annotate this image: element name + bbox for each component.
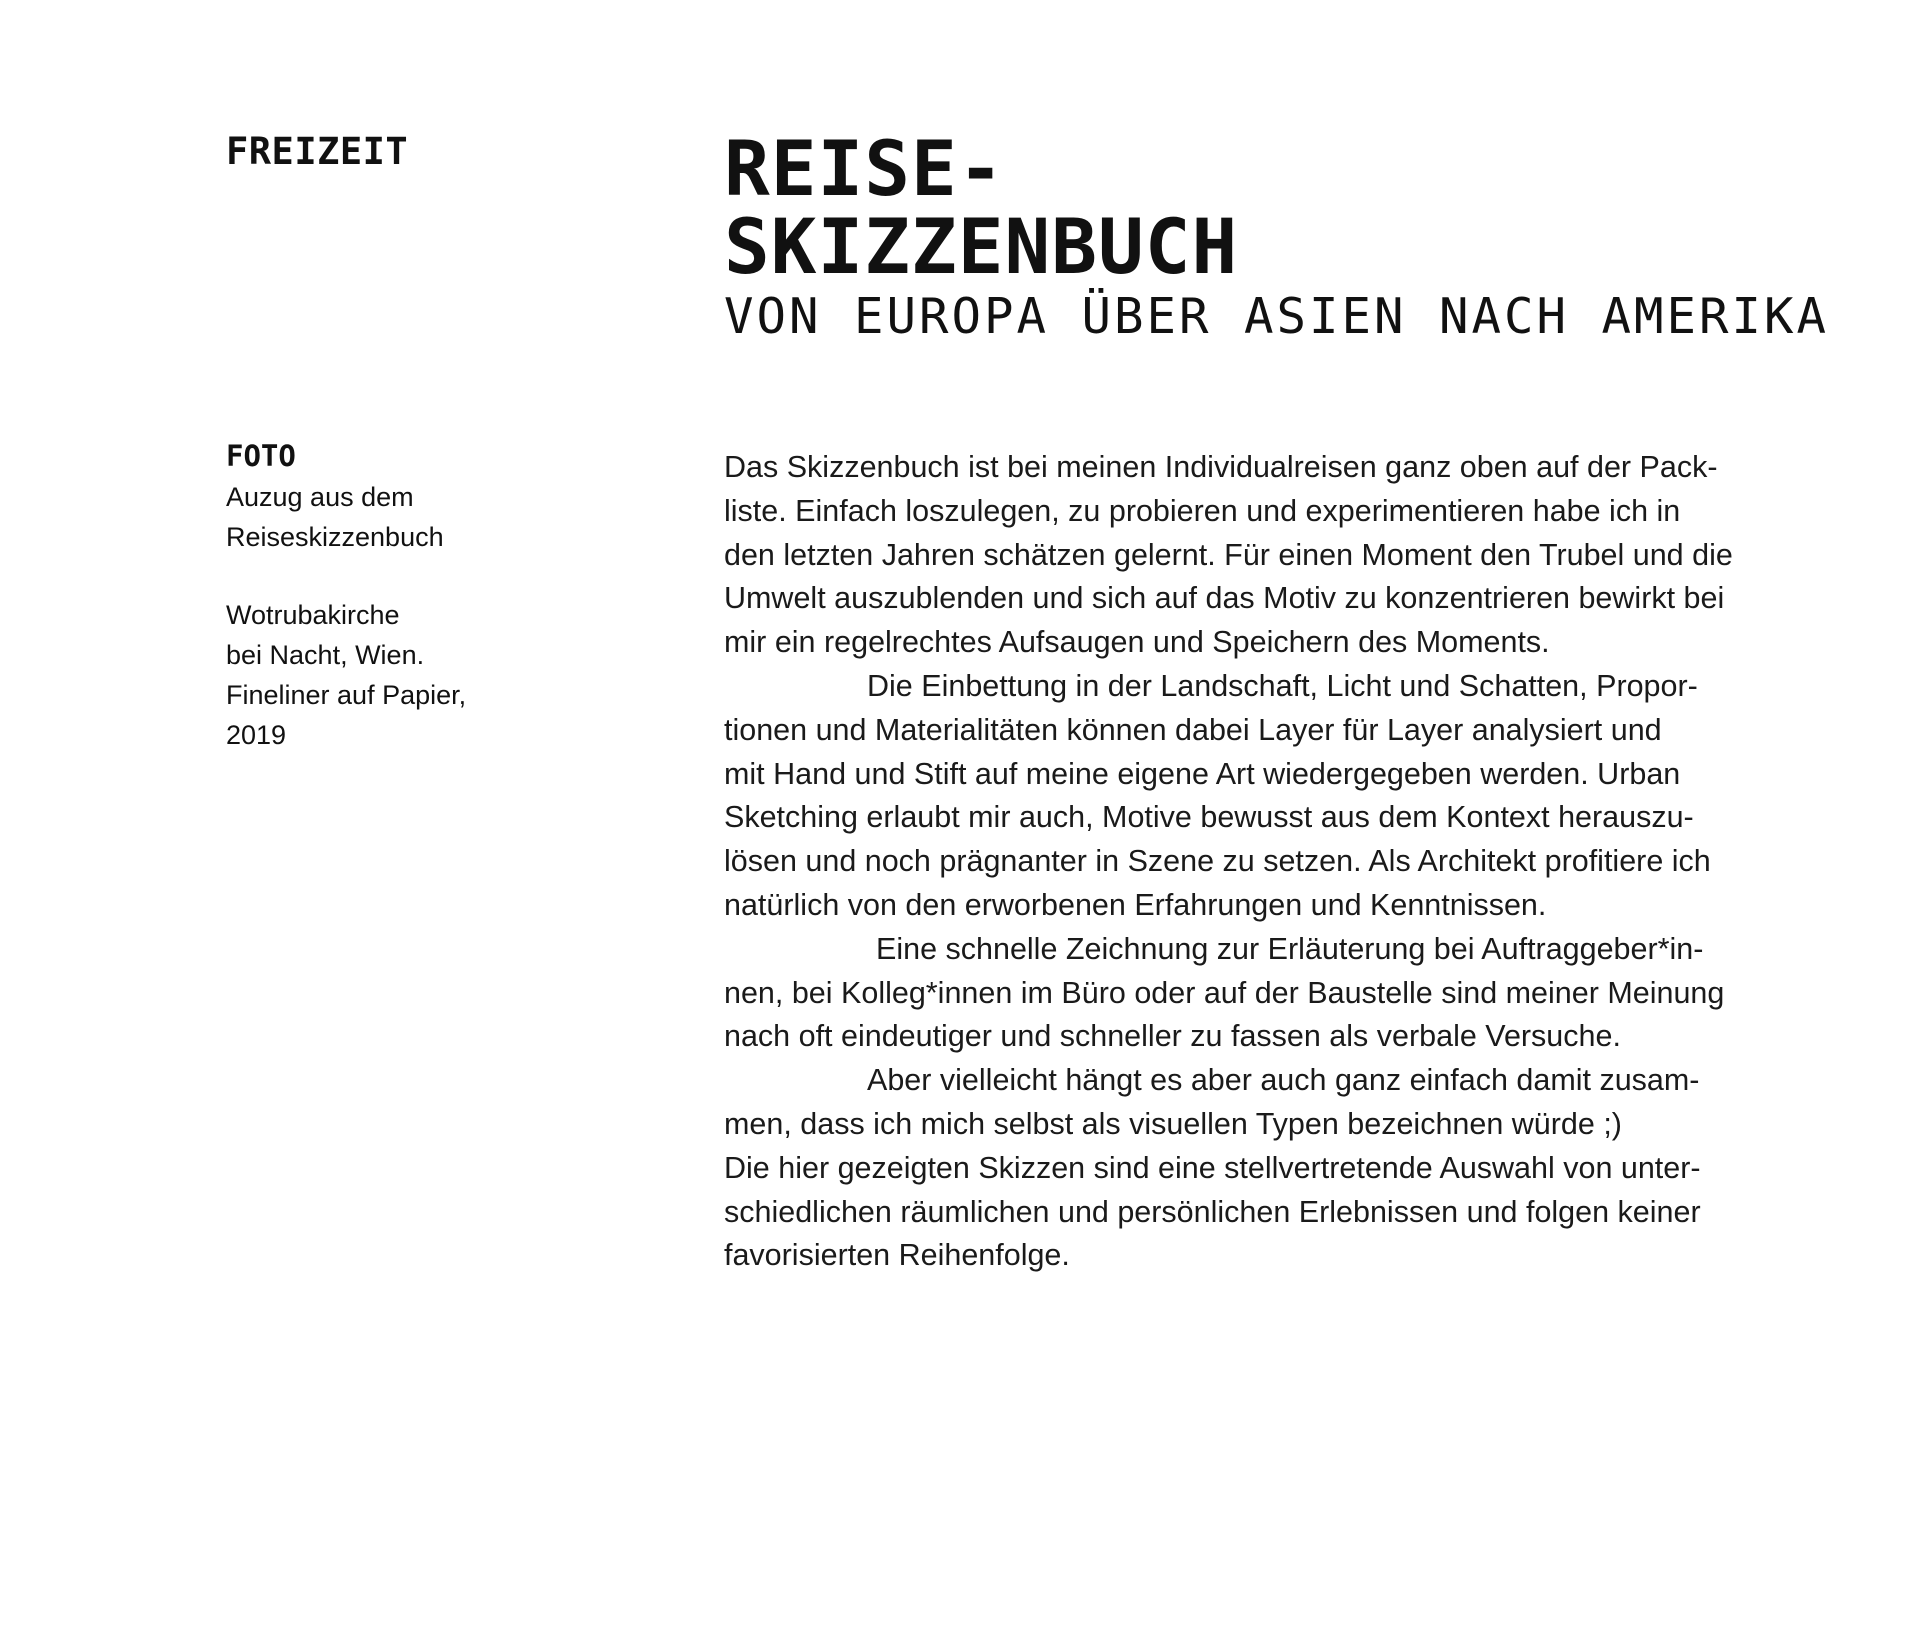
caption-line: Reiseskizzenbuch xyxy=(226,522,444,552)
body-line: Eine schnelle Zeichnung zur Erläuterung bei Auftraggeber*in- xyxy=(876,931,1704,966)
caption-heading: FOTO xyxy=(226,439,296,473)
body-line: Die hier gezeigten Skizzen sind eine stellvertretende Auswahl von unter- xyxy=(724,1150,1701,1185)
page-title-line-1: REISE- xyxy=(724,124,1005,213)
caption-line: Wotrubakirche xyxy=(226,600,400,630)
body-line: Umwelt auszublenden und sich auf das Motiv zu konzentrieren bewirkt bei xyxy=(724,581,1725,616)
page-subtitle: VON EUROPA ÜBER ASIEN NACH AMERIKA xyxy=(724,288,1830,345)
body-line: schiedlichen räumlichen und persönlichen Erlebnissen und folgen keiner xyxy=(724,1194,1701,1229)
body-line: Aber vielleicht hängt es aber auch ganz einfach damit zusam- xyxy=(867,1063,1700,1098)
body-line: nach oft eindeutiger und schneller zu fassen als verbale Versuche. xyxy=(724,1019,1621,1054)
caption-line: bei Nacht, Wien. xyxy=(226,640,425,670)
body-line: den letzten Jahren schätzen gelernt. Für einen Moment den Trubel und die xyxy=(724,537,1733,572)
title-block xyxy=(724,124,1874,348)
body-line: Das Skizzenbuch ist bei meinen Individualreisen ganz oben auf der Pack- xyxy=(724,450,1718,484)
body-line: tionen und Materialitäten können dabei Layer für Layer analysiert und xyxy=(724,712,1662,747)
body-line: favorisierten Reihenfolge. xyxy=(724,1238,1070,1273)
body-line: mir ein regelrechtes Aufsaugen und Speichern des Moments. xyxy=(724,625,1550,660)
caption-line: Auzug aus dem xyxy=(226,482,414,512)
body-line: nen, bei Kolleg*innen im Büro oder auf der Baustelle sind meiner Meinung xyxy=(724,975,1725,1010)
body-line: men, dass ich mich selbst als visuellen Typen bezeichnen würde ;) xyxy=(724,1106,1622,1141)
body-line: Sketching erlaubt mir auch, Motive bewusst aus dem Kontext herauszu- xyxy=(724,800,1694,835)
body-line: natürlich von den erworbenen Erfahrungen und Kenntnissen. xyxy=(724,887,1547,922)
body-text xyxy=(724,446,1844,1278)
photo-caption xyxy=(226,435,526,755)
caption-line: 2019 xyxy=(226,720,287,750)
body-line: mit Hand und Stift auf meine eigene Art wiedergegeben werden. Urban xyxy=(724,756,1681,791)
body-line: lösen und noch prägnanter in Szene zu setzen. Als Architekt profitiere ich xyxy=(724,844,1711,879)
page-title-line-2: SKIZZENBUCH xyxy=(724,202,1239,291)
body-line: Die Einbettung in der Landschaft, Licht und Schatten, Propor- xyxy=(867,668,1698,703)
caption-spacer xyxy=(226,557,526,595)
section-label: FREIZEIT xyxy=(226,130,409,173)
caption-line: Fineliner auf Papier, xyxy=(226,680,467,710)
body-line: liste. Einfach loszulegen, zu probieren und experimentieren habe ich in xyxy=(724,493,1681,528)
